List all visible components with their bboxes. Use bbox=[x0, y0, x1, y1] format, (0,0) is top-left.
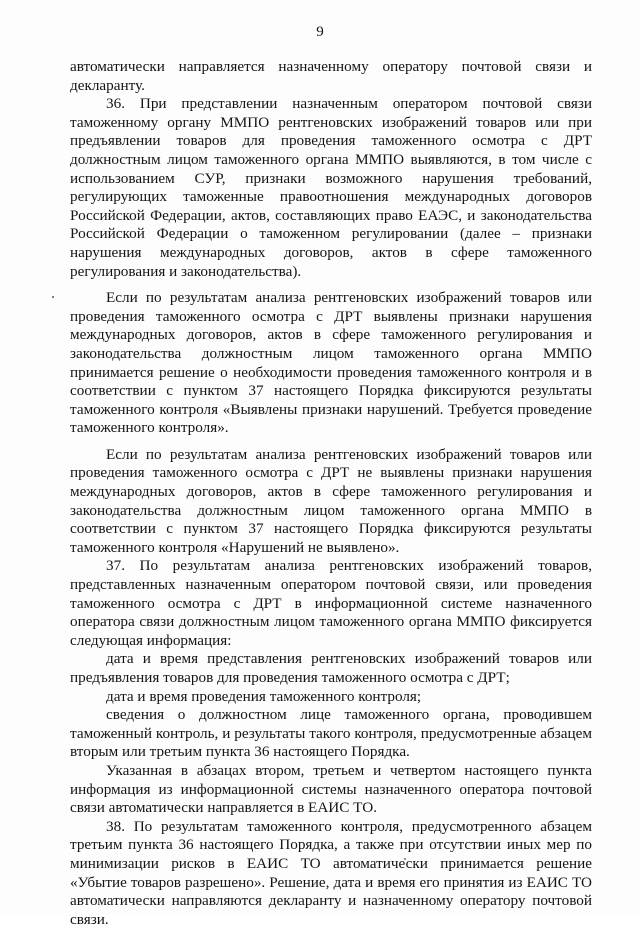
paragraph-item-36: 36. При представлении назначенным оператором почтовой связи таможенному органу ММПО рентгеновских изображений товаров или при предъявлении товаров для проведения таможенного осмотра с ДРТ должностным лицом таможенного органа ММПО выявляются, в том числе с использованием СУР, признаки возможного нарушения требований, регулирующих таможенные правоотношения международных договоров Российской Федерации, актов, составляющих право ЕАЭС, и законодательства Российской Федерации о таможенном регулировании (далее – признаки нарушения международных договоров, актов в сфере таможенного регулирования и законодательства). bbox=[70, 95, 592, 280]
paragraph-continuation: автоматически направляется назначенному оператору почтовой связи и декларанту. bbox=[70, 58, 592, 94]
paragraph-date-time-control: дата и время проведения таможенного контроля; bbox=[106, 687, 422, 705]
document-body bbox=[70, 58, 592, 929]
page-number: 9 bbox=[316, 24, 324, 40]
paragraph-item-38: 38. По результатам таможенного контроля, предусмотренного абзацем третьим пункта 36 настоящего Порядка, а также при отсутствии иных мер по минимизации рисков в ЕАИС ТО автоматически принимается решение «Убытие товаров разрешено». Решение, дата и время его принятия из ЕАИС ТО автоматически направляются декларанту и назначенному оператору почтовой связи. bbox=[70, 817, 592, 928]
scan-speck bbox=[52, 296, 54, 298]
paragraph-info-transfer: Указанная в абзацах втором, третьем и четвертом настоящего пункта информация из информационной системы назначенного оператора почтовой связи автоматически направляется в ЕАИС ТО. bbox=[70, 761, 592, 817]
paragraph-violations-found: Если по результатам анализа рентгеновских изображений товаров или проведения таможенного осмотра с ДРТ выявлены признаки нарушения международных договоров, актов в сфере таможенного регулирования и законодательства должностным лицом таможенного органа ММПО принимается решение о необходимости проведения таможенного контроля и в соответствии с пунктом 37 настоящего Порядка фиксируются результаты таможенного контроля «Выявлены признаки нарушений. Требуется проведение таможенного контроля». bbox=[70, 289, 592, 437]
paragraph-officer-info: сведения о должностном лице таможенного органа, проводившем таможенный контроль, и результаты такого контроля, предусмотренные абзацем вторым или третьим пункта 36 настоящего Порядка. bbox=[70, 706, 592, 761]
paragraph-date-time-presentation: дата и время представления рентгеновских изображений товаров или предъявления товаров для проведения таможенного осмотра с ДРТ; bbox=[70, 650, 592, 686]
paragraph-item-37: 37. По результатам анализа рентгеновских изображений товаров, представленных назначенным оператором почтовой связи, или проведения таможенного осмотра с ДРТ в информационной системе назначенного оператора связи должностным лицом таможенного органа ММПО фиксируется следующая информация: bbox=[70, 557, 592, 649]
paragraph-no-violations: Если по результатам анализа рентгеновских изображений товаров или проведения таможенного осмотра с ДРТ не выявлены признаки нарушения международных договоров, актов в сфере таможенного регулирования и законодательства должностным лицом таможенного органа ММПО в соответствии с пунктом 37 настоящего Порядка фиксируются результаты таможенного контроля «Нарушений не выявлено». bbox=[70, 445, 592, 556]
